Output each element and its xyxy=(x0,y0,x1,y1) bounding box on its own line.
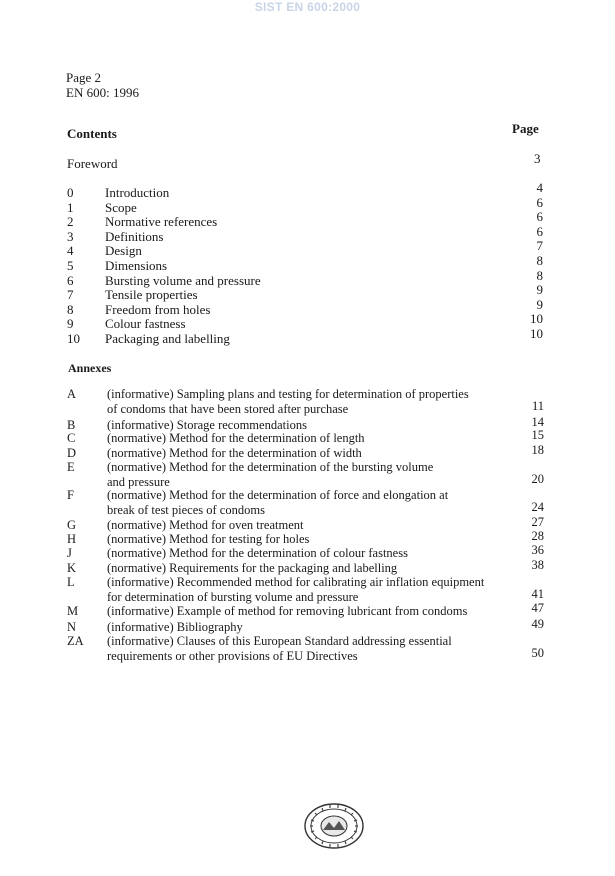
toc-section-row xyxy=(0,223,615,244)
toc-annex-letter: J xyxy=(67,546,72,560)
toc-section-row xyxy=(0,282,615,303)
toc-annex-row xyxy=(0,575,615,605)
toc-annex-page: 20 xyxy=(531,472,544,486)
toc-annex-letter: K xyxy=(67,561,77,575)
toc-section-title: Scope xyxy=(105,199,137,215)
toc-annex-page: 36 xyxy=(531,543,544,557)
toc-annex-letter: N xyxy=(67,620,77,634)
toc-annex-row xyxy=(0,558,615,576)
toc-annex-title: (normative) Requirements for the packaging and labelling xyxy=(107,561,398,575)
toc-annex-row xyxy=(0,387,615,417)
toc-section-row xyxy=(0,180,615,200)
toc-annex-page: 24 xyxy=(531,500,544,514)
toc-section-row xyxy=(0,209,615,230)
toc-annex-row xyxy=(0,515,615,533)
toc-section-page: 6 xyxy=(536,223,543,239)
toc-annex-row xyxy=(0,488,615,518)
toc-annex-row xyxy=(0,601,615,619)
toc-annex-letter: A xyxy=(67,387,77,401)
toc-section-title: Packaging and labelling xyxy=(105,331,230,346)
toc-section-number: 4 xyxy=(67,243,74,259)
toc-annex-page: 41 xyxy=(531,587,544,601)
toc-section-page: 8 xyxy=(536,253,543,268)
toc-section-number: 2 xyxy=(67,214,74,230)
toc-section-number: 1 xyxy=(67,199,74,215)
toc-section-title: Freedom from holes xyxy=(105,301,211,317)
annexes-heading: Annexes xyxy=(68,361,112,375)
toc-section-row xyxy=(0,267,615,288)
toc-annex-letter: F xyxy=(67,488,74,502)
toc-section-number: 8 xyxy=(67,301,74,317)
toc-section-page: 8 xyxy=(536,267,543,283)
toc-section-row xyxy=(0,326,615,346)
toc-section-row xyxy=(0,296,615,317)
toc-annex-row xyxy=(0,443,615,461)
toc-annex-title: (normative) Method for the determination of length xyxy=(107,431,365,445)
toc-annex-page: 50 xyxy=(531,646,544,660)
toc-annex-row xyxy=(0,543,615,561)
toc-annex-letter: D xyxy=(67,446,77,460)
toc-section-row xyxy=(0,253,615,273)
toc-annex-title: (normative) Method for oven treatment xyxy=(107,518,304,532)
toc-section-page: 9 xyxy=(536,282,543,298)
toc-section-page: 10 xyxy=(530,326,543,341)
toc-annex-page: 15 xyxy=(531,428,544,442)
toc-section-number: 3 xyxy=(67,228,74,244)
toc-section-page: 10 xyxy=(530,311,543,327)
toc-section-number: 6 xyxy=(67,272,74,288)
toc-annex-title: (informative) Bibliography xyxy=(107,620,243,634)
toc-annex-letter: E xyxy=(67,460,75,474)
toc-annex-row xyxy=(0,634,615,664)
toc-section-number: 0 xyxy=(67,185,74,200)
toc-section-title: Normative references xyxy=(105,214,218,230)
toc-section-row xyxy=(0,194,615,215)
toc-annex-letter: L xyxy=(67,575,75,589)
toc-annex-page: 14 xyxy=(531,415,544,429)
toc-annex-title: requirements or other provisions of EU Directives xyxy=(107,649,358,663)
toc-section-title: Colour fastness xyxy=(105,316,186,332)
toc-annex-letter: ZA xyxy=(67,634,84,648)
toc-section-title: Definitions xyxy=(105,228,164,244)
toc-annex-title: for determination of bursting volume and pressure xyxy=(107,590,359,604)
toc-section-title: Bursting volume and pressure xyxy=(105,272,261,288)
toc-annex-page: 11 xyxy=(531,399,544,413)
toc-annex-row xyxy=(0,617,615,635)
toc-annex-page: 28 xyxy=(531,529,544,543)
page-number: Page 2 xyxy=(66,70,102,85)
toc-section-title: Dimensions xyxy=(105,258,168,273)
toc-annex-row xyxy=(0,460,615,490)
toc-section-page: 9 xyxy=(536,296,543,312)
toc-section-number: 5 xyxy=(67,258,74,273)
toc-annex-page: 49 xyxy=(531,617,544,631)
toc-annex-page: 47 xyxy=(531,601,544,615)
toc-annex-title: (normative) Method for the determination of force and elongation at xyxy=(107,488,449,502)
standard-id: EN 600: 1996 xyxy=(66,85,139,100)
toc-annex-letter: B xyxy=(67,418,76,432)
toc-section-row xyxy=(0,238,615,259)
toc-section-title: Design xyxy=(105,243,142,259)
page-column-heading: Page xyxy=(512,121,539,136)
toc-annex-page: 27 xyxy=(531,515,544,529)
toc-annex-title: (informative) Sampling plans and testing for determination of properties xyxy=(107,387,469,401)
toc-annex-title: (informative) Clauses of this European Standard addressing essential xyxy=(107,634,452,648)
toc-annex-page: 18 xyxy=(531,443,544,457)
toc-annex-title: (normative) Method for the determination of the bursting volume xyxy=(107,460,434,474)
toc-section-page: 4 xyxy=(536,180,543,195)
toc-section-page: 7 xyxy=(536,238,543,254)
toc-annex-letter: C xyxy=(67,431,76,445)
toc-section-page: 6 xyxy=(536,209,543,225)
toc-section-number: 9 xyxy=(67,316,74,332)
toc-section-title: Tensile properties xyxy=(105,287,198,303)
foreword-title: Foreword xyxy=(67,156,118,171)
toc-section-page: 6 xyxy=(536,194,543,210)
toc-annex-title: and pressure xyxy=(107,475,170,489)
toc-annex-letter: G xyxy=(67,518,77,532)
toc-annex-row xyxy=(0,529,615,547)
toc-annex-title: (informative) Recommended method for calibrating air inflation equipment xyxy=(107,575,485,589)
toc-annex-title: (normative) Method for the determination of width xyxy=(107,446,362,460)
contents-heading: Contents xyxy=(67,126,117,141)
toc-section-number: 7 xyxy=(67,287,74,303)
toc-annex-title: (normative) Method for the determination of colour fastness xyxy=(107,546,408,560)
toc-annex-page: 38 xyxy=(531,558,544,572)
toc-annex-title: (informative) Example of method for removing lubricant from condoms xyxy=(107,604,468,618)
toc-annex-title: (informative) Storage recommendations xyxy=(107,418,307,432)
toc-annex-letter: H xyxy=(67,532,77,546)
foreword-page: 3 xyxy=(534,151,541,166)
toc-section-title: Introduction xyxy=(105,185,170,200)
toc-section-number: 10 xyxy=(67,331,80,346)
official-stamp-seal-icon xyxy=(303,802,365,850)
toc-annex-letter: M xyxy=(67,604,79,618)
toc-annex-title: of condoms that have been stored after purchase xyxy=(107,402,349,416)
watermark: SIST EN 600:2000 xyxy=(254,0,361,14)
toc-annex-title: (normative) Method for testing for holes xyxy=(107,532,310,546)
toc-section-row xyxy=(0,311,615,332)
toc-annex-row xyxy=(0,428,615,446)
toc-annex-title: break of test pieces of condoms xyxy=(107,503,265,517)
